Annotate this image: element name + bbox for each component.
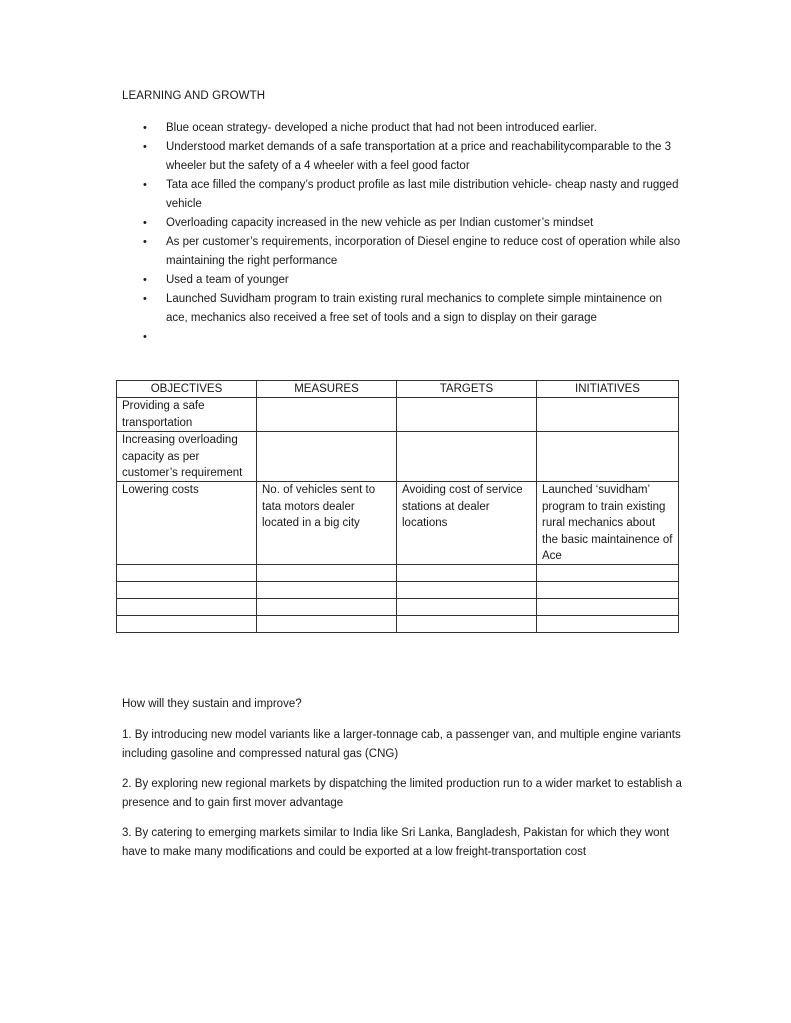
table-cell (397, 398, 537, 432)
column-header-measures: MEASURES (257, 381, 397, 398)
table-cell (397, 432, 537, 482)
table-row (117, 432, 679, 482)
table-cell (257, 616, 397, 633)
table-cell: Avoiding cost of service stations at dealer locations (397, 482, 537, 565)
list-item: • Understood market demands of a safe transportation at a price and reachabilitycomparable to the 3 wheeler but the safety of a 4 wheeler with a feel good factor (122, 138, 682, 176)
table-row (117, 582, 679, 599)
table-cell (397, 616, 537, 633)
table-cell (257, 398, 397, 432)
table-cell (397, 599, 537, 616)
list-item: • Used a team of younger (122, 271, 682, 290)
table-cell: Increasing overloading capacity as per customer’s requirement (117, 432, 257, 482)
page-title: LEARNING AND GROWTH (122, 90, 266, 102)
paragraph-point-1: 1. By introducing new model variants like a larger-tonnage cab, a passenger van, and multiple engine variants including gasoline and compressed natural gas (CNG) (122, 729, 681, 760)
bullet-icon: • (143, 274, 147, 286)
table-cell (537, 599, 679, 616)
table-cell (397, 565, 537, 582)
bullet-icon: • (143, 179, 147, 191)
list-item: • Tata ace filled the company’s product profile as last mile distribution vehicle- cheap nasty and rugged vehicle (122, 176, 682, 214)
table-cell (397, 582, 537, 599)
table-cell (117, 599, 257, 616)
bullet-icon: • (143, 217, 147, 229)
table-cell: Lowering costs (117, 482, 257, 565)
table-cell (537, 582, 679, 599)
table-cell: No. of vehicles sent to tata motors dealer located in a big city (257, 482, 397, 565)
table-cell (117, 565, 257, 582)
table-cell (117, 582, 257, 599)
paragraph-point-3: 3. By catering to emerging markets similar to India like Sri Lanka, Bangladesh, Pakistan for which they wont have to make many modifications and could be exported at a low freight-transportation cost (122, 827, 670, 858)
table-header-row (117, 381, 679, 398)
paragraph-point-2: 2. By exploring new regional markets by dispatching the limited production run to a wider market to establish a presence and to gain first mover advantage (122, 778, 682, 809)
objectives-table (116, 380, 679, 633)
table-row (117, 482, 679, 565)
bullet-icon: • (143, 122, 147, 134)
column-header-objectives: OBJECTIVES (117, 381, 257, 398)
table-cell (537, 398, 679, 432)
table-cell (257, 432, 397, 482)
section-question: How will they sustain and improve? (122, 698, 302, 710)
table-row (117, 565, 679, 582)
table-row (117, 616, 679, 633)
table-cell (537, 616, 679, 633)
list-item: • As per customer’s requirements, incorporation of Diesel engine to reduce cost of operation while also maintaining the right performance (122, 233, 682, 271)
table-row (117, 599, 679, 616)
list-item: • Overloading capacity increased in the new vehicle as per Indian customer’s mindset (122, 214, 682, 233)
bullet-icon: • (143, 293, 147, 305)
column-header-initiatives: INITIATIVES (537, 381, 679, 398)
bullet-list (122, 119, 682, 347)
table-cell (117, 616, 257, 633)
bullet-icon: • (143, 331, 147, 343)
table-cell (257, 565, 397, 582)
list-item: • Launched Suvidham program to train existing rural mechanics to complete simple mintainence on ace, mechanics also received a free set of tools and a sign to display on their garage (122, 290, 682, 328)
list-item (122, 328, 682, 347)
table-cell: Launched ‘suvidham’ program to train existing rural mechanics about the basic maintainence of Ace (537, 482, 679, 565)
bullet-icon: • (143, 236, 147, 248)
table-cell (537, 432, 679, 482)
list-item: • Blue ocean strategy- developed a niche product that had not been introduced earlier. (122, 119, 682, 138)
table-cell (257, 599, 397, 616)
table-cell (537, 565, 679, 582)
bullet-icon: • (143, 141, 147, 153)
table-cell: Providing a safe transportation (117, 398, 257, 432)
table-cell (257, 582, 397, 599)
column-header-targets: TARGETS (397, 381, 537, 398)
table-row (117, 398, 679, 432)
